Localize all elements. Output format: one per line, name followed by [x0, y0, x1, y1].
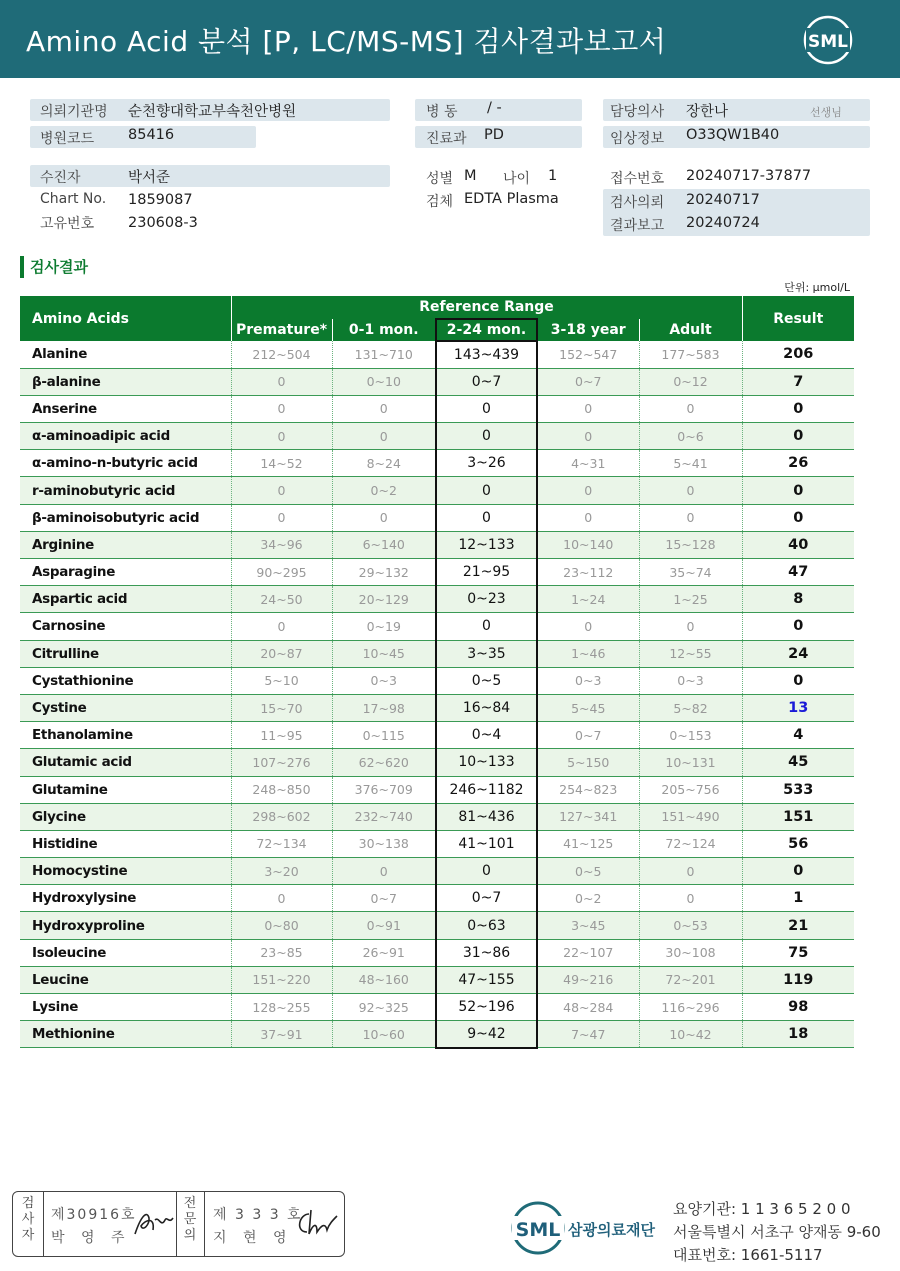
reference-range-cell: 0: [436, 477, 537, 504]
reference-range-cell: 49~216: [537, 966, 639, 993]
result-value: 0: [742, 477, 854, 504]
result-value: 4: [742, 722, 854, 749]
reference-range-cell: 0~7: [537, 368, 639, 395]
result-value: 24: [742, 640, 854, 667]
reference-range-cell: 0: [436, 395, 537, 422]
table-row: [20, 1021, 854, 1048]
reference-range-cell: 0: [639, 885, 742, 912]
reference-range-cell: 30~108: [639, 939, 742, 966]
result-value: 0: [742, 395, 854, 422]
result-value: 18: [742, 1021, 854, 1048]
table-row: [20, 395, 854, 422]
table-row: [20, 341, 854, 368]
doctor-label: 담당의사: [610, 104, 665, 120]
reference-range-cell: 30~138: [332, 830, 436, 857]
amino-acid-name: Carnosine: [20, 613, 231, 640]
table-row: [20, 477, 854, 504]
reference-range-cell: 41~125: [537, 830, 639, 857]
result-value: 151: [742, 803, 854, 830]
amino-acid-name: Methionine: [20, 1021, 231, 1048]
info-bar: [30, 165, 390, 187]
report-title: Amino Acid 분석 [P, LC/MS-MS] 검사결과보고서: [26, 25, 667, 58]
table-row: [20, 749, 854, 776]
reference-range-cell: 21~95: [436, 559, 537, 586]
unit-label: 단위: μmol/L: [784, 281, 850, 294]
col-amino-acids: Amino Acids: [20, 296, 231, 341]
reference-range-cell: 0: [332, 504, 436, 531]
request-value: 20240717: [686, 192, 760, 208]
amino-acid-name: Hydroxylysine: [20, 885, 231, 912]
amino-acid-name: Aspartic acid: [20, 586, 231, 613]
reference-range-cell: 0~10: [332, 368, 436, 395]
amino-acid-name: β-aminoisobutyric acid: [20, 504, 231, 531]
result-value: 40: [742, 531, 854, 558]
reference-range-cell: 72~134: [231, 830, 332, 857]
dept-label: 진료과: [426, 131, 467, 147]
reference-range-cell: 22~107: [537, 939, 639, 966]
reference-range-cell: 12~133: [436, 531, 537, 558]
reference-range-cell: 10~133: [436, 749, 537, 776]
reference-range-cell: 0: [537, 423, 639, 450]
result-value: 0: [742, 613, 854, 640]
reference-range-cell: 246~1182: [436, 776, 537, 803]
amino-acid-name: Asparagine: [20, 559, 231, 586]
amino-acid-name: β-alanine: [20, 368, 231, 395]
reference-range-cell: 3~26: [436, 450, 537, 477]
result-value: 0: [742, 858, 854, 885]
reference-range-cell: 143~439: [436, 341, 537, 368]
specialist-license: 제 3 3 3 호: [213, 1207, 303, 1223]
reference-range-cell: 0: [537, 395, 639, 422]
reference-range-cell: 0~23: [436, 586, 537, 613]
reference-range-cell: 131~710: [332, 341, 436, 368]
reference-range-cell: 0~12: [639, 368, 742, 395]
reference-range-cell: 0: [436, 858, 537, 885]
reference-range-cell: 0~19: [332, 613, 436, 640]
table-row: [20, 694, 854, 721]
amino-acid-name: Isoleucine: [20, 939, 231, 966]
reference-range-cell: 107~276: [231, 749, 332, 776]
result-value: 26: [742, 450, 854, 477]
age-label: 나이: [503, 171, 531, 187]
unique-no-value: 230608-3: [128, 215, 198, 231]
sml-logo-icon: [802, 14, 854, 66]
reference-range-cell: 298~602: [231, 803, 332, 830]
table-row: [20, 994, 854, 1021]
patient-label: 수진자: [40, 170, 81, 186]
reference-range-cell: 20~87: [231, 640, 332, 667]
amino-acid-name: Anserine: [20, 395, 231, 422]
reference-range-cell: 12~55: [639, 640, 742, 667]
reference-range-cell: 1~24: [537, 586, 639, 613]
doctor-suffix: 선생님: [810, 106, 842, 119]
reference-range-cell: 4~31: [537, 450, 639, 477]
reference-range-cell: 152~547: [537, 341, 639, 368]
result-value: 98: [742, 994, 854, 1021]
logo-text: SML: [808, 32, 848, 52]
reference-range-cell: 248~850: [231, 776, 332, 803]
result-value: 0: [742, 504, 854, 531]
age-value: 1: [548, 168, 558, 184]
result-value: 206: [742, 341, 854, 368]
institution-value: 순천향대학교부속천안병원: [128, 104, 297, 120]
amino-acid-name: α-aminoadipic acid: [20, 423, 231, 450]
reference-range-cell: 10~131: [639, 749, 742, 776]
reference-range-cell: 3~20: [231, 858, 332, 885]
reference-range-cell: 0~2: [332, 477, 436, 504]
reference-range-cell: 0: [231, 477, 332, 504]
reference-range-cell: 31~86: [436, 939, 537, 966]
table-row: [20, 559, 854, 586]
reference-range-cell: 0: [332, 423, 436, 450]
amino-acid-name: r-aminobutyric acid: [20, 477, 231, 504]
specialist-name: 지 현 영: [213, 1230, 293, 1246]
ward-label: 병 동: [426, 104, 458, 120]
result-value: 1: [742, 885, 854, 912]
reference-range-cell: 14~52: [231, 450, 332, 477]
amino-acid-name: Leucine: [20, 966, 231, 993]
reference-range-cell: 3~35: [436, 640, 537, 667]
reference-range-cell: 11~95: [231, 722, 332, 749]
sex-value: M: [464, 168, 477, 184]
clinical-value: O33QW1B40: [686, 127, 780, 143]
result-value: 75: [742, 939, 854, 966]
reference-range-cell: 0: [537, 504, 639, 531]
ward-value: / -: [487, 100, 502, 116]
reference-range-cell: 72~201: [639, 966, 742, 993]
specimen-value: EDTA Plasma: [464, 191, 559, 207]
table-row: [20, 722, 854, 749]
inspector-name: 박 영 주: [51, 1230, 131, 1246]
result-value: 56: [742, 830, 854, 857]
result-value: 7: [742, 368, 854, 395]
reference-range-cell: 1~25: [639, 586, 742, 613]
patient-value: 박서준: [128, 170, 171, 186]
reference-range-cell: 5~45: [537, 694, 639, 721]
reference-range-cell: 9~42: [436, 1021, 537, 1048]
reference-range-cell: 15~70: [231, 694, 332, 721]
table-row: [20, 966, 854, 993]
reference-range-cell: 0: [639, 477, 742, 504]
reference-range-cell: 0~5: [537, 858, 639, 885]
reference-range-cell: 5~41: [639, 450, 742, 477]
reference-range-cell: 15~128: [639, 531, 742, 558]
reference-range-cell: 0: [436, 613, 537, 640]
reference-range-cell: 17~98: [332, 694, 436, 721]
amino-acid-name: Citrulline: [20, 640, 231, 667]
results-table: [20, 296, 854, 1049]
reference-range-cell: 1~46: [537, 640, 639, 667]
reference-range-cell: 0~2: [537, 885, 639, 912]
reference-range-cell: 0~115: [332, 722, 436, 749]
reference-range-cell: 151~490: [639, 803, 742, 830]
table-row: [20, 450, 854, 477]
reference-range-cell: 5~150: [537, 749, 639, 776]
reference-range-cell: 254~823: [537, 776, 639, 803]
table-row: [20, 504, 854, 531]
reference-range-cell: 0~7: [436, 368, 537, 395]
divider: [176, 1192, 177, 1256]
reference-range-cell: 232~740: [332, 803, 436, 830]
reference-range-cell: 0~153: [639, 722, 742, 749]
table-row: [20, 803, 854, 830]
chart-no-value: 1859087: [128, 192, 193, 208]
signature-box: [12, 1191, 345, 1257]
result-value: 47: [742, 559, 854, 586]
table-row: [20, 586, 854, 613]
reference-range-cell: 52~196: [436, 994, 537, 1021]
result-value: 119: [742, 966, 854, 993]
amino-acid-name: Glutamine: [20, 776, 231, 803]
table-row: [20, 368, 854, 395]
result-value: 0: [742, 667, 854, 694]
table-row: [20, 939, 854, 966]
specialist-label: 전문의: [183, 1196, 197, 1243]
receipt-value: 20240717-37877: [686, 168, 812, 184]
address: 서울특별시 서초구 양재동 9-60: [673, 1223, 881, 1241]
reference-range-cell: 5~82: [639, 694, 742, 721]
reference-range-cell: 0~3: [537, 667, 639, 694]
section-title: 검사결과: [20, 256, 88, 278]
report-value: 20240724: [686, 215, 760, 231]
reference-range-cell: 0: [231, 395, 332, 422]
reference-range-cell: 72~124: [639, 830, 742, 857]
result-value: 8: [742, 586, 854, 613]
reference-range-cell: 47~155: [436, 966, 537, 993]
reference-range-cell: 0~80: [231, 912, 332, 939]
result-value: 45: [742, 749, 854, 776]
table-row: [20, 885, 854, 912]
table-row: [20, 667, 854, 694]
report-label: 결과보고: [610, 218, 665, 234]
reference-range-cell: 0: [537, 613, 639, 640]
reference-range-cell: 0: [332, 858, 436, 885]
reference-range-cell: 23~85: [231, 939, 332, 966]
amino-acid-name: Hydroxyproline: [20, 912, 231, 939]
chart-no-label: Chart No.: [40, 191, 107, 207]
reference-range-cell: 0~7: [436, 885, 537, 912]
reference-range-cell: 23~112: [537, 559, 639, 586]
inspector-signature-icon: [131, 1206, 175, 1240]
reference-range-cell: 0~7: [332, 885, 436, 912]
amino-acid-name: Glycine: [20, 803, 231, 830]
inspector-label: 검사자: [21, 1196, 35, 1243]
col-premature: Premature*: [231, 319, 332, 341]
reference-range-cell: 0: [231, 423, 332, 450]
reference-range-cell: 35~74: [639, 559, 742, 586]
reference-range-cell: 0: [537, 477, 639, 504]
amino-acid-name: Homocystine: [20, 858, 231, 885]
amino-acid-name: Ethanolamine: [20, 722, 231, 749]
reference-range-cell: 20~129: [332, 586, 436, 613]
reference-range-cell: 16~84: [436, 694, 537, 721]
reference-range-cell: 26~91: [332, 939, 436, 966]
amino-acid-name: Cystine: [20, 694, 231, 721]
reference-range-cell: 0~4: [436, 722, 537, 749]
reference-range-cell: 24~50: [231, 586, 332, 613]
reference-range-cell: 0: [231, 504, 332, 531]
reference-range-cell: 0: [639, 395, 742, 422]
reference-range-cell: 0: [639, 613, 742, 640]
reference-range-cell: 0: [639, 858, 742, 885]
reference-range-cell: 0: [332, 395, 436, 422]
unique-no-label: 고유번호: [40, 216, 95, 232]
reference-range-cell: 0~7: [537, 722, 639, 749]
reference-range-cell: 127~341: [537, 803, 639, 830]
result-value: 533: [742, 776, 854, 803]
table-row: [20, 912, 854, 939]
reference-range-cell: 62~620: [332, 749, 436, 776]
reference-range-cell: 0~3: [332, 667, 436, 694]
reference-range-cell: 3~45: [537, 912, 639, 939]
reference-range-cell: 212~504: [231, 341, 332, 368]
sex-label: 성별: [426, 171, 454, 187]
institution-label: 의뢰기관명: [40, 104, 108, 120]
phone: 대표번호: 1661-5117: [673, 1246, 823, 1264]
reference-range-cell: 0: [436, 504, 537, 531]
col-result: Result: [742, 296, 854, 341]
care-code: 요양기관: 1 1 3 6 5 2 0 0: [673, 1200, 851, 1218]
reference-range-cell: 10~60: [332, 1021, 436, 1048]
amino-acid-name: Glutamic acid: [20, 749, 231, 776]
reference-range-cell: 6~140: [332, 531, 436, 558]
table-row: [20, 830, 854, 857]
reference-range-cell: 0~63: [436, 912, 537, 939]
reference-range-cell: 0: [436, 423, 537, 450]
reference-range-cell: 41~101: [436, 830, 537, 857]
result-value: 21: [742, 912, 854, 939]
amino-acid-name: Alanine: [20, 341, 231, 368]
result-value: 0: [742, 423, 854, 450]
reference-range-cell: 5~10: [231, 667, 332, 694]
reference-range-cell: 7~47: [537, 1021, 639, 1048]
reference-range-cell: 0~91: [332, 912, 436, 939]
col-3-18-year: 3-18 year: [537, 319, 639, 341]
doctor-value: 장한나: [686, 104, 729, 120]
clinical-label: 임상정보: [610, 131, 665, 147]
col-2-24-mon: 2-24 mon.: [436, 319, 537, 341]
col-adult: Adult: [639, 319, 742, 341]
reference-range-cell: 0~5: [436, 667, 537, 694]
dept-value: PD: [484, 127, 504, 143]
table-row: [20, 423, 854, 450]
table-row: [20, 776, 854, 803]
reference-range-cell: 29~132: [332, 559, 436, 586]
reference-range-cell: 0~6: [639, 423, 742, 450]
divider: [43, 1192, 44, 1256]
reference-range-cell: 128~255: [231, 994, 332, 1021]
reference-range-cell: 0: [231, 885, 332, 912]
table-row: [20, 858, 854, 885]
report-header: [0, 0, 900, 78]
reference-range-cell: 0: [231, 613, 332, 640]
reference-range-cell: 0: [231, 368, 332, 395]
reference-range-cell: 10~45: [332, 640, 436, 667]
col-reference-range: Reference Range: [231, 296, 742, 319]
specialist-signature-icon: [291, 1206, 339, 1240]
reference-range-cell: 90~295: [231, 559, 332, 586]
org-name: 삼광의료재단: [568, 1221, 655, 1239]
reference-range-cell: 10~42: [639, 1021, 742, 1048]
amino-acid-name: α-amino-n-butyric acid: [20, 450, 231, 477]
reference-range-cell: 10~140: [537, 531, 639, 558]
col-0-1-mon: 0-1 mon.: [332, 319, 436, 341]
amino-acid-name: Arginine: [20, 531, 231, 558]
result-value: 13: [742, 694, 854, 721]
hospital-code-label: 병원코드: [40, 131, 95, 147]
inspector-license: 제30916호: [51, 1207, 137, 1223]
reference-range-cell: 37~91: [231, 1021, 332, 1048]
reference-range-cell: 48~160: [332, 966, 436, 993]
reference-range-cell: 116~296: [639, 994, 742, 1021]
hospital-code-value: 85416: [128, 127, 175, 143]
reference-range-cell: 177~583: [639, 341, 742, 368]
reference-range-cell: 48~284: [537, 994, 639, 1021]
results-body: [20, 341, 854, 1048]
reference-range-cell: 8~24: [332, 450, 436, 477]
footer-logo-text: SML: [515, 1219, 561, 1241]
reference-range-cell: 81~436: [436, 803, 537, 830]
table-row: [20, 531, 854, 558]
table-row: [20, 613, 854, 640]
amino-acid-name: Lysine: [20, 994, 231, 1021]
amino-acid-name: Cystathionine: [20, 667, 231, 694]
divider: [204, 1192, 205, 1256]
reference-range-cell: 205~756: [639, 776, 742, 803]
table-row: [20, 640, 854, 667]
amino-acid-name: Histidine: [20, 830, 231, 857]
reference-range-cell: 0~3: [639, 667, 742, 694]
reference-range-cell: 151~220: [231, 966, 332, 993]
reference-range-cell: 34~96: [231, 531, 332, 558]
reference-range-cell: 0: [639, 504, 742, 531]
reference-range-cell: 376~709: [332, 776, 436, 803]
reference-range-cell: 92~325: [332, 994, 436, 1021]
receipt-label: 접수번호: [610, 171, 665, 187]
sml-footer-logo-icon: [510, 1200, 566, 1256]
request-label: 검사의뢰: [610, 195, 665, 211]
reference-range-cell: 0~53: [639, 912, 742, 939]
specimen-label: 검체: [426, 194, 454, 210]
